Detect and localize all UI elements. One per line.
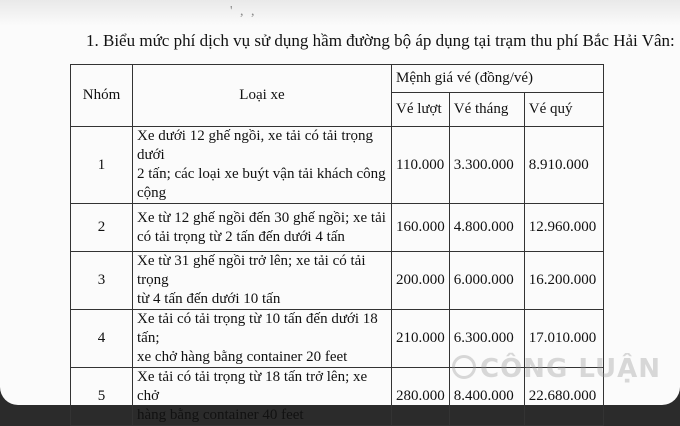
cell-group: 1 xyxy=(71,127,133,204)
cell-group: 4 xyxy=(71,310,133,368)
cell-group: 3 xyxy=(71,252,133,310)
cell-per-turn: 280.000 xyxy=(392,368,450,426)
cell-per-turn: 160.000 xyxy=(392,204,450,252)
section-heading: 1. Biểu mức phí dịch vụ sử dụng hầm đường bộ áp dụng tại trạm thu phí Bắc Hải Vân: xyxy=(86,31,675,50)
cell-per-turn: 110.000 xyxy=(392,127,450,204)
cell-group: 2 xyxy=(71,204,133,252)
header-price-group: Mệnh giá vé (đồng/vé) xyxy=(392,65,604,93)
cell-monthly: 6.300.000 xyxy=(449,310,524,368)
cell-vehicle-type xyxy=(133,252,392,310)
header-quarterly: Vé quý xyxy=(524,93,603,127)
type-line: Xe từ 31 ghế ngồi trở lên; xe tải có tải trọng xyxy=(137,253,366,288)
type-line: có tải trọng từ 2 tấn đến dưới 4 tấn xyxy=(137,228,345,245)
type-line: Xe tải có tải trọng từ 10 tấn đến dưới 18 tấn; xyxy=(137,311,378,346)
type-line: từ 4 tấn đến dưới 10 tấn xyxy=(137,291,281,307)
table-header-row xyxy=(71,65,604,93)
table-row xyxy=(71,252,604,310)
cell-monthly: 4.800.000 xyxy=(449,204,524,252)
cell-monthly: 6.000.000 xyxy=(449,252,524,310)
type-line: xe chở hàng bằng container 20 feet xyxy=(137,349,348,365)
previous-page-edge xyxy=(0,0,680,26)
cell-vehicle-type xyxy=(133,310,392,368)
watermark-text: CÔNG LUẬN xyxy=(480,354,661,384)
cell-per-turn: 200.000 xyxy=(392,252,450,310)
cell-group: 5 xyxy=(71,368,133,426)
cell-quarterly: 17.010.000 xyxy=(524,310,603,368)
table-row xyxy=(71,204,604,252)
header-vehicle-type: Loại xe xyxy=(133,65,392,127)
cell-quarterly: 22.680.000 xyxy=(524,368,603,426)
header-monthly: Vé tháng xyxy=(449,93,524,127)
header-per-turn: Vé lượt xyxy=(392,93,450,127)
header-group: Nhóm xyxy=(71,65,133,127)
type-line: cộng xyxy=(137,185,167,201)
cell-monthly: 8.400.000 xyxy=(449,368,524,426)
type-line: Xe từ 12 ghế ngồi đến 30 ghế ngồi; xe tải xyxy=(137,209,386,226)
cell-quarterly: 12.960.000 xyxy=(524,204,603,252)
cell-quarterly: 8.910.000 xyxy=(524,127,603,204)
type-line: Xe dưới 12 ghế ngồi, xe tải có tải trọng dưới xyxy=(137,128,374,163)
cell-monthly: 3.300.000 xyxy=(449,127,524,204)
table-row xyxy=(71,127,604,204)
type-line: Xe tải có tải trọng từ 18 tấn trở lên; xe chở xyxy=(137,369,368,404)
cell-vehicle-type xyxy=(133,368,392,426)
type-line: 2 tấn; các loại xe buýt vận tải khách công xyxy=(137,166,386,182)
cropped-text-fragment: ' , , xyxy=(230,4,257,19)
watermark-circle-icon xyxy=(452,355,476,379)
cell-vehicle-type xyxy=(133,204,392,252)
cell-quarterly: 16.200.000 xyxy=(524,252,603,310)
watermark-logo xyxy=(452,354,661,384)
cell-per-turn: 210.000 xyxy=(392,310,450,368)
cell-vehicle-type xyxy=(133,127,392,204)
type-line: hàng bằng container 40 feet xyxy=(137,407,304,423)
